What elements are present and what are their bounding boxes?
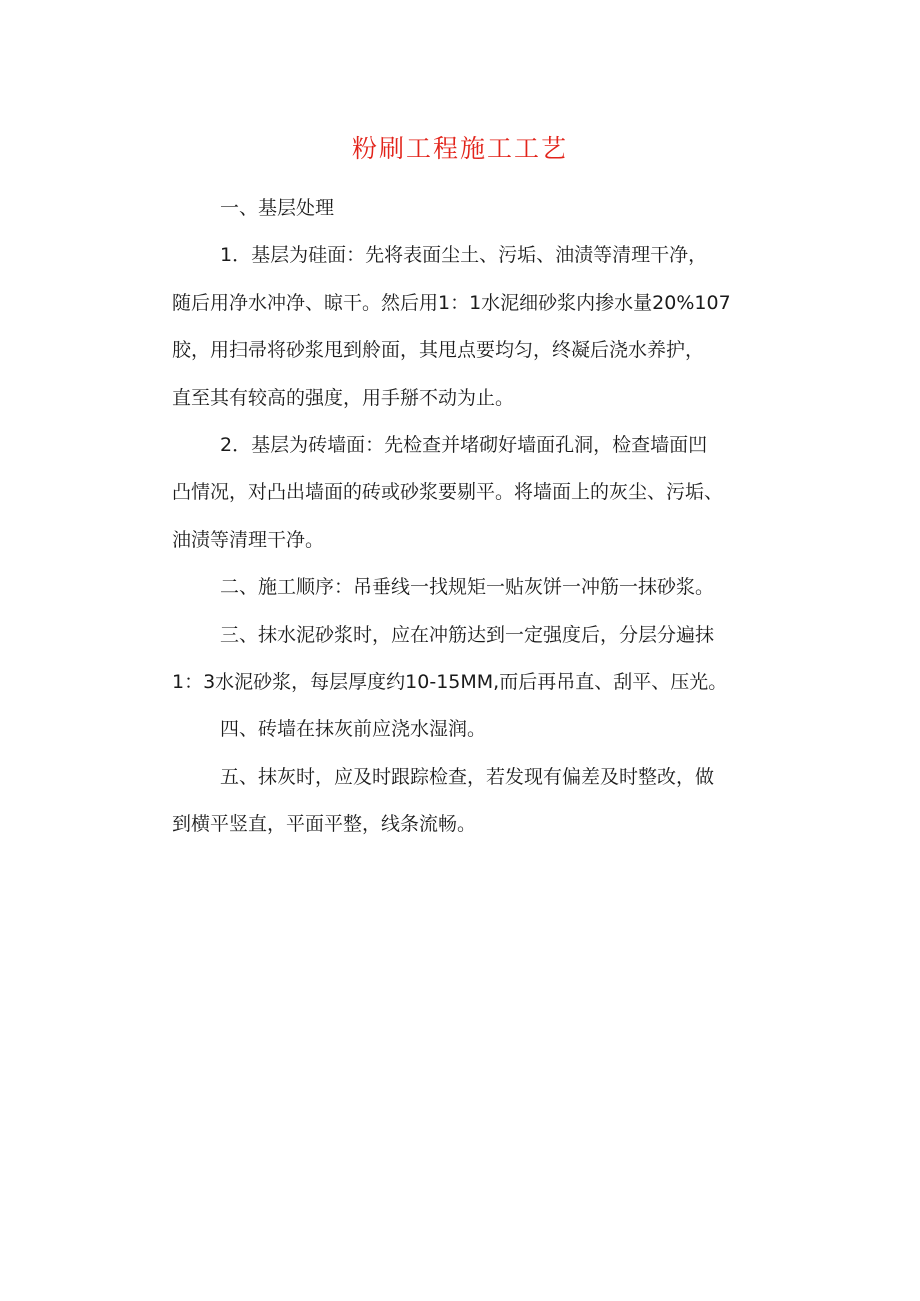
- paragraph-line: 胶，用扫帚将砂浆甩到舲面，其甩点要均匀，终凝后浇水养护，: [172, 339, 705, 362]
- paragraph-line: 1．基层为硅面：先将表面尘土、污垢、油渍等清理干净，: [220, 244, 708, 267]
- section-heading-mortar-plastering: 三、抹水泥砂浆时，应在冲筋达到一定强度后，分层分遍抹: [220, 623, 715, 646]
- paragraph-line: 1：3水泥砂浆，每层厚度约10-15MM,而后再吊直、刮平、压光。: [172, 670, 728, 693]
- section-heading-wall-wetting: 四、砖墙在抹灰前应浇水湿润。: [220, 718, 487, 741]
- document-body: [172, 185, 794, 848]
- document-title: 粉刷工程施工工艺: [351, 134, 568, 163]
- paragraph-line: 到横平竖直，平面平整，线条流畅。: [172, 813, 477, 836]
- section-heading-inspection: 五、抹灰时，应及时跟踪检查，若发现有偏差及时整改，做: [220, 765, 715, 788]
- paragraph-line: 凸情况，对凸出墙面的砖或砂浆要剔平。将墙面上的灰尘、污垢、: [172, 481, 724, 504]
- section-heading-base-treatment: 一、基层处理: [220, 197, 335, 219]
- section-heading-construction-order: 二、施工顺序：吊垂线一找规矩一贴灰饼一冲筋一抹砂浆。: [220, 576, 715, 599]
- paragraph-line: 随后用净水冲净、晾干。然后用1：1水泥细砂浆内掺水量20%107: [172, 291, 731, 314]
- paragraph-line: 油渍等清理干净。: [172, 528, 325, 551]
- paragraph-line: 2．基层为砖墙面：先检查并堵砌好墙面孔洞，检查墙面凹: [220, 433, 708, 456]
- paragraph-line: 直至其有较高的强度，用手掰不动为止。: [172, 386, 515, 409]
